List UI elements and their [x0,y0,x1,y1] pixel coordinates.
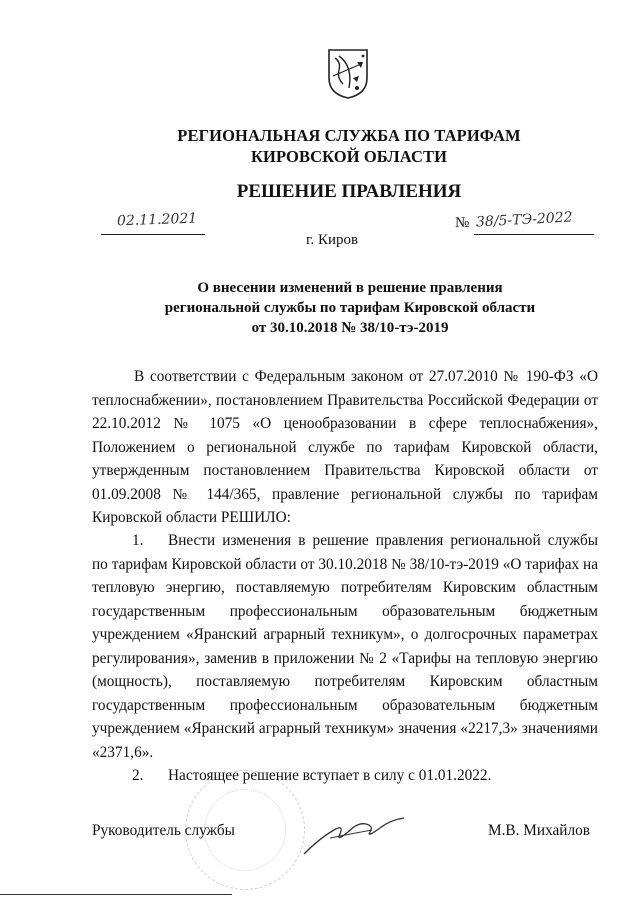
item-text: Внести изменения в решение правления региональной службы по тарифам Кировской области от 30.10.2018 № 38/10-тэ-2019 «О тарифах на тепловую энергию, поставляемую потребителям Кировским областным государственным профессиональным образовательным бюджетным учреждением «Яранский аграрный техникум», о долгосрочных параметрах регулирования», заменив в приложении № 2 «Тарифы на тепловую энергию (мощность), поставляемую потребителям Кировским областным государственным профессиональным образовательным бюджетным учреждением «Яранский аграрный техникум» значения «2217,3» значениями «2371,6». [92,532,598,761]
signatory-name: М.В. Михайлов [488,822,590,839]
document-number-field [474,209,594,235]
organization-name-line2: КИРОВСКОЙ ОБЛАСТИ [250,147,448,166]
coat-of-arms-icon [327,48,369,100]
city: г. Киров [306,232,359,248]
organization-name-line1: РЕГИОНАЛЬНАЯ СЛУЖБА ПО ТАРИФАМ [177,126,521,145]
signature-icon [300,808,410,860]
subject-line2: региональной службы по тарифам Кировской области [164,300,536,316]
document-number: 38/5-ТЭ-2022 [475,209,573,231]
signatory-position: Руководитель службы [92,822,235,839]
item-number: 1. [132,532,144,549]
item-text: Настоящее решение вступает в силу с 01.01.2022. [168,767,492,784]
decision-item-2 [92,764,598,788]
subject-line3: от 30.10.2018 № 38/10-тэ-2019 [251,320,449,336]
document-date: 02.11.2021 [116,210,198,230]
footer-divider [0,894,232,895]
number-sign: № [455,215,470,231]
document-type-title: РЕШЕНИЕ ПРАВЛЕНИЯ [236,181,462,202]
document-date-field [101,212,205,235]
subject-line1: О внесении изменений в решение правления [197,280,503,296]
item-number: 2. [132,767,144,784]
preamble-paragraph: В соответствии с Федеральным законом от 27.07.2010 № 190-ФЗ «О теплоснабжении», постановлением Правительства Российской Федерации от 22.10.2012 № 1075 «О ценообразовании в сфере теплоснабжения», Положением о региональной службе по тарифам Кировской области, утвержденным постановлением Правительства Кировской области от 01.09.2008 № 144/365, правление региональной службы по тарифам Кировской области РЕШИЛО: [92,368,598,526]
decision-item-1 [92,529,598,764]
